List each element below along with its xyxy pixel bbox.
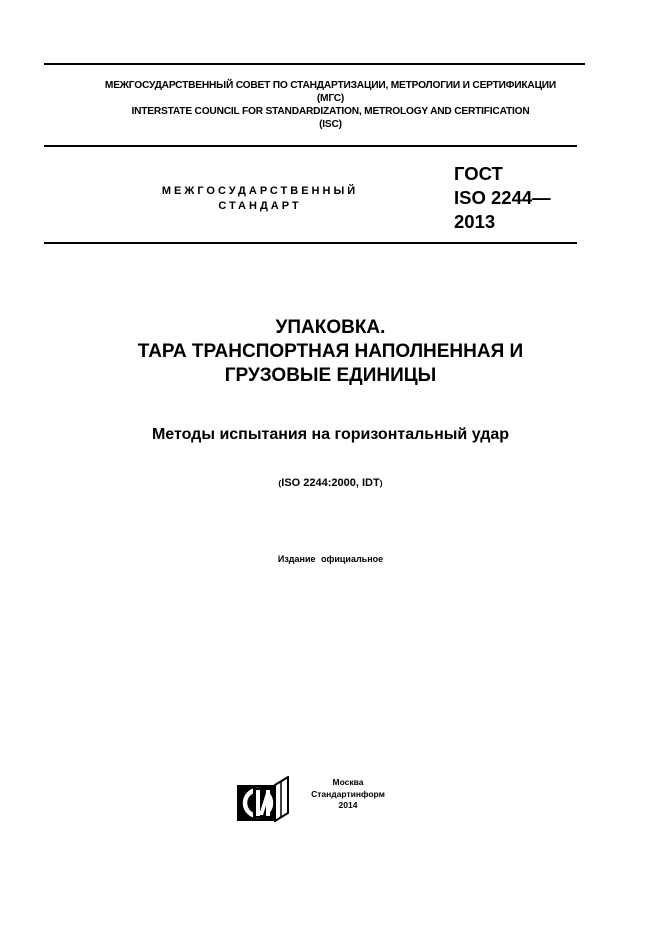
standartinform-logo-icon [236, 776, 292, 822]
publisher-name: Стандартинформ [311, 788, 385, 799]
council-name-ru: МЕЖГОСУДАРСТВЕННЫЙ СОВЕТ ПО СТАНДАРТИЗАЦИИ, МЕТРОЛОГИИ И СЕРТИФИКАЦИИ [104, 80, 557, 91]
document-title [60, 316, 601, 388]
standard-code-line3: 2013 [454, 211, 496, 232]
document-subtitle: Методы испытания на горизонтальный удар [151, 426, 510, 443]
standard-type [130, 184, 390, 214]
iso-reference [60, 477, 601, 489]
top-rule [44, 63, 585, 65]
standard-type-line2: СТАНДАРТ [218, 200, 302, 212]
title-line2: ТАРА ТРАНСПОРТНАЯ НАПОЛНЕННАЯ И [137, 341, 524, 362]
standard-code-line1: ГОСТ [454, 163, 503, 184]
publisher-block [298, 777, 398, 812]
edition-label: Издание официальное [277, 554, 384, 564]
council-abbr-en: (ISC) [319, 119, 342, 130]
council-abbr-ru: (МГС) [316, 93, 345, 104]
title-line1: УПАКОВКА. [275, 317, 386, 338]
standard-code [454, 162, 551, 234]
publisher-year: 2014 [338, 800, 358, 810]
rule-above-standard [44, 145, 577, 147]
iso-reference-open: ( [278, 478, 282, 488]
publisher-city: Москва [332, 777, 364, 787]
iso-reference-text: ISO 2244:2000, IDT [281, 477, 380, 489]
iso-reference-close: ) [379, 478, 383, 488]
council-header [60, 79, 601, 131]
standard-code-line2: ISO 2244— [454, 187, 551, 208]
title-line3: ГРУЗОВЫЕ ЕДИНИЦЫ [224, 365, 437, 386]
standard-type-line1: МЕЖГОСУДАРСТВЕННЫЙ [161, 185, 359, 197]
council-name-en: INTERSTATE COUNCIL FOR STANDARDIZATION, METROLOGY AND CERTIFICATION [131, 106, 530, 117]
rule-below-standard [44, 242, 577, 244]
